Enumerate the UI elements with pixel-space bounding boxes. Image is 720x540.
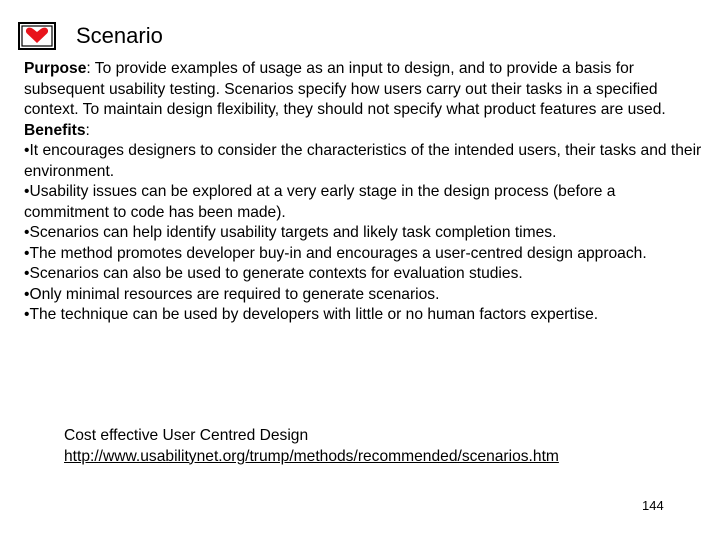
page-title: Scenario xyxy=(76,23,163,48)
benefits-heading xyxy=(24,121,704,142)
slide-header xyxy=(18,18,163,54)
benefits-label: Benefits xyxy=(24,121,86,139)
page-number: 144 xyxy=(642,498,664,513)
purpose-paragraph xyxy=(24,59,704,121)
list-item: •Usability issues can be explored at a very early stage in the design process (before a commitment to code has been made). xyxy=(24,183,616,221)
reference-title: Cost effective User Centred Design xyxy=(64,427,309,444)
heart-icon xyxy=(18,22,56,50)
slide-body xyxy=(24,59,704,326)
benefits-colon: : xyxy=(85,121,90,139)
list-item: •The method promotes developer buy-in and encourages a user-centred design approach. xyxy=(24,244,647,262)
list-item: •Only minimal resources are required to generate scenarios. xyxy=(24,285,440,303)
purpose-label: Purpose xyxy=(24,60,87,77)
list-item: •Scenarios can help identify usability targets and likely task completion times. xyxy=(24,224,557,241)
list-item: •Scenarios can also be used to generate contexts for evaluation studies. xyxy=(24,265,523,282)
reference-block xyxy=(64,426,559,467)
list-item: •It encourages designers to consider the characteristics of the intended users, their tasks and their environment. xyxy=(24,142,702,180)
reference-link[interactable]: http://www.usabilitynet.org/trump/methods/recommended/scenarios.htm xyxy=(64,447,559,465)
purpose-text: : To provide examples of usage as an input to design, and to provide a basis for subsequent usability testing. Scenarios specify how users carry out their tasks in a specified context. To maintain design flexibility, they should not specify what product features are used. xyxy=(24,60,666,118)
list-item: •The technique can be used by developers with little or no human factors expertise. xyxy=(24,306,599,323)
